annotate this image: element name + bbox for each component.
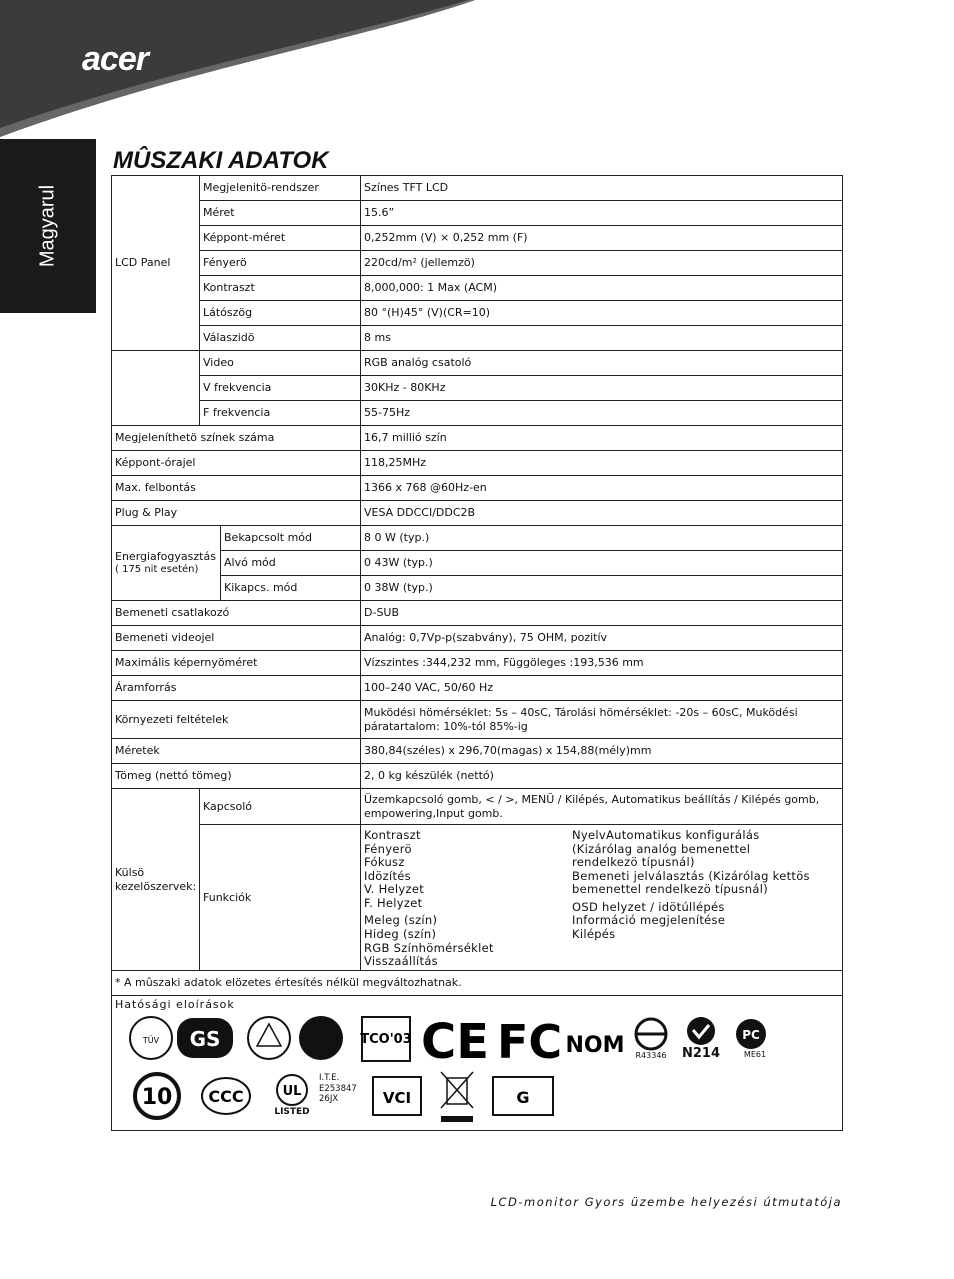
table-row xyxy=(112,176,843,201)
language-tab xyxy=(0,139,96,313)
spec-name: Képpont-méret xyxy=(200,226,361,251)
svg-text:CCC: CCC xyxy=(208,1087,244,1106)
rohs-number: 10 xyxy=(141,1085,173,1110)
spec-value: 380,84(széles) x 296,70(magas) x 154,88(mély)mm xyxy=(361,739,843,764)
spec-value: 8 0 W (typ.) xyxy=(361,526,843,551)
cert-r-block xyxy=(631,1017,671,1061)
table-row xyxy=(112,376,843,401)
table-row xyxy=(112,276,843,301)
c-tick-icon xyxy=(681,1016,721,1046)
ul-text-line: 26JX xyxy=(319,1093,339,1104)
svg-text:PC: PC xyxy=(742,1027,760,1042)
tuv-ergonomics-icon xyxy=(247,1016,351,1062)
svg-text:CE: CE xyxy=(421,1013,490,1070)
table-row xyxy=(112,401,843,426)
spec-name: Kikapcs. mód xyxy=(221,576,361,601)
table-row xyxy=(112,326,843,351)
cert-row-2 xyxy=(115,1062,839,1128)
tuv-gs-icon xyxy=(127,1016,237,1062)
spec-value: VESA DDCCI/DDC2B xyxy=(361,501,843,526)
ul-text-line: E253847 xyxy=(319,1083,357,1094)
regulatory-label: Hatósági eloírások xyxy=(115,998,235,1011)
spec-name: V frekvencia xyxy=(200,376,361,401)
spec-name: Látószög xyxy=(200,301,361,326)
table-row xyxy=(112,739,843,764)
spec-value: 0 43W (typ.) xyxy=(361,551,843,576)
function-item: F. Helyzet xyxy=(364,895,423,910)
spec-value: 8,000,000: 1 Max (ACM) xyxy=(361,276,843,301)
acer-logo: acer xyxy=(82,40,148,78)
ul-listed-block xyxy=(267,1073,317,1118)
spec-name: Plug & Play xyxy=(112,501,361,526)
table-row xyxy=(112,789,843,825)
table-row xyxy=(112,426,843,451)
table-row xyxy=(112,651,843,676)
lcd-panel-label: LCD Panel xyxy=(112,176,200,351)
spec-name: Maximális képernyöméret xyxy=(112,651,361,676)
function-item: Bemeneti jelválasztás (Kizárólag kettös xyxy=(572,868,810,883)
ul-listed: LISTED xyxy=(274,1107,310,1118)
power-sublabel: ( 175 nit esetén) xyxy=(115,563,199,575)
svg-text:TÜV: TÜV xyxy=(142,1035,160,1045)
svg-text:G: G xyxy=(516,1088,530,1107)
function-item: Fényerö xyxy=(364,841,412,856)
functions-grid xyxy=(364,829,839,969)
ce-icon xyxy=(421,1013,490,1070)
functions-cell xyxy=(361,825,843,971)
table-row xyxy=(112,971,843,996)
spec-name: Környezeti feltételek xyxy=(112,701,361,739)
russia-gost-icon xyxy=(631,1017,671,1051)
table-row xyxy=(112,201,843,226)
pct-icon xyxy=(731,1018,779,1050)
power-label: Energiafogyasztás xyxy=(115,549,216,563)
table-row xyxy=(112,226,843,251)
table-row xyxy=(112,626,843,651)
spec-value: 15.6” xyxy=(361,201,843,226)
rohs-10-icon xyxy=(131,1072,185,1120)
spec-value: 16,7 millió szín xyxy=(361,426,843,451)
cert-code: R43346 xyxy=(635,1050,667,1060)
spec-table xyxy=(111,175,843,1131)
spec-value: Analóg: 0,7Vp-p(szabvány), 75 OHM, pozitív xyxy=(361,626,843,651)
spec-value: D-SUB xyxy=(361,601,843,626)
function-item: rendelkezö típusnál) xyxy=(572,855,695,870)
function-item: Kontraszt xyxy=(364,828,421,842)
spec-name: Bemeneti videojel xyxy=(112,626,361,651)
function-item: V. Helyzet xyxy=(364,882,425,897)
spec-name: Megjeleníthetö színek száma xyxy=(112,426,361,451)
function-item: Meleg (szín) xyxy=(364,913,438,928)
function-item: Információ megjelenítése xyxy=(572,913,726,928)
svg-text:FC: FC xyxy=(497,1014,563,1069)
footer-text: LCD-monitor Gyors üzembe helyezési útmutatója xyxy=(490,1195,842,1209)
spec-name: Méretek xyxy=(112,739,361,764)
spec-name: Méret xyxy=(200,201,361,226)
function-item: OSD helyzet / idötúllépés xyxy=(572,899,725,914)
table-row xyxy=(112,301,843,326)
ul-text-line: I.T.E. xyxy=(319,1073,340,1084)
saudi-g-icon xyxy=(491,1073,555,1119)
function-item: Fókusz xyxy=(364,855,405,870)
spec-value: 0 38W (typ.) xyxy=(361,576,843,601)
spec-value: 8 ms xyxy=(361,326,843,351)
svg-text:UL: UL xyxy=(282,1084,302,1100)
weee-bin-icon xyxy=(437,1068,477,1124)
function-item: RGB Színhömérséklet xyxy=(364,940,494,955)
power-label-cell xyxy=(112,526,221,601)
spec-value: Vízszintes :344,232 mm, Függöleges :193,536 mm xyxy=(361,651,843,676)
table-row xyxy=(112,601,843,626)
spec-value: 1366 x 768 @60Hz-en xyxy=(361,476,843,501)
spec-value: 0,252mm (V) × 0,252 mm (F) xyxy=(361,226,843,251)
spec-name: Képpont-órajel xyxy=(112,451,361,476)
spec-value: 100–240 VAC, 50/60 Hz xyxy=(361,676,843,701)
tco-label: TCO'03 xyxy=(360,1031,412,1047)
nom-icon xyxy=(565,1016,625,1062)
cert-pc-block xyxy=(731,1018,779,1060)
spec-name: Bekapcsolt mód xyxy=(221,526,361,551)
functions-col-1 xyxy=(364,829,544,969)
spec-value: 220cd/m² (jellemzö) xyxy=(361,251,843,276)
spec-value: 2, 0 kg készülék (nettó) xyxy=(361,764,843,789)
table-row xyxy=(112,451,843,476)
spec-value: RGB analóg csatoló xyxy=(361,351,843,376)
spec-name: Tömeg (nettó tömeg) xyxy=(112,764,361,789)
table-row xyxy=(112,351,843,376)
ul-text xyxy=(319,1073,357,1104)
tco03-icon xyxy=(361,1016,411,1062)
spec-name: Kapcsoló xyxy=(200,789,361,825)
nom-label: NOM xyxy=(565,1032,625,1058)
cul-us-icon xyxy=(267,1073,317,1107)
table-row xyxy=(112,476,843,501)
table-row xyxy=(112,825,843,971)
page-title: MÛSZAKI ADATOK xyxy=(113,147,329,174)
table-row xyxy=(112,551,843,576)
functions-col-2 xyxy=(572,829,832,969)
table-row xyxy=(112,251,843,276)
table-row xyxy=(112,701,843,739)
cert-n-block xyxy=(681,1016,721,1062)
function-item: bemenettel rendelkezö típusnál) xyxy=(572,882,769,897)
spec-value: Üzemkapcsoló gomb, < / >, MENÜ / Kilépés, Automatikus beállítás / Kilépés gomb, empowering,Input gomb. xyxy=(361,789,843,825)
fcc-icon xyxy=(497,1014,563,1069)
spec-name: Bemeneti csatlakozó xyxy=(112,601,361,626)
cert-code: N214 xyxy=(681,1045,721,1061)
spec-name: Áramforrás xyxy=(112,676,361,701)
table-row xyxy=(112,676,843,701)
spec-value: Muködési hömérséklet: 5s – 40sC, Tárolási hömérséklet: -20s – 60sC, Muködési páratartalom: 10%-tól 85%-ig xyxy=(361,701,843,739)
spec-name: Alvó mód xyxy=(221,551,361,576)
table-row xyxy=(112,996,843,1131)
cert-code: ME61 xyxy=(743,1049,767,1059)
spec-value: 30KHz - 80KHz xyxy=(361,376,843,401)
spec-name: Max. felbontás xyxy=(112,476,361,501)
vcci-icon xyxy=(371,1073,423,1119)
vci-label: VCI xyxy=(382,1089,411,1107)
function-item: Kilépés xyxy=(572,926,616,941)
spec-value: 118,25MHz xyxy=(361,451,843,476)
function-item: Idözítés xyxy=(364,868,411,883)
spec-name: Video xyxy=(200,351,361,376)
function-item: (Kizárólag analóg bemenettel xyxy=(572,841,751,856)
svg-text:GS: GS xyxy=(189,1026,221,1051)
spec-name: Kontraszt xyxy=(200,276,361,301)
table-row xyxy=(112,501,843,526)
language-tab-label: Magyarul xyxy=(36,184,59,268)
table-row xyxy=(112,576,843,601)
function-item: Hideg (szín) xyxy=(364,926,437,941)
ul-block xyxy=(267,1073,357,1118)
cert-row-1 xyxy=(115,1012,839,1070)
spec-name: Fényerö xyxy=(200,251,361,276)
spec-name: F frekvencia xyxy=(200,401,361,426)
signal-label xyxy=(112,351,200,426)
regulatory-cell xyxy=(112,996,843,1131)
spec-value: 80 °(H)45° (V)(CR=10) xyxy=(361,301,843,326)
ccc-icon xyxy=(199,1072,253,1120)
function-item: Visszaállítás xyxy=(364,954,438,969)
table-row xyxy=(112,764,843,789)
controls-label: Külsö kezelöszervek: xyxy=(112,789,200,971)
spec-value: 55-75Hz xyxy=(361,401,843,426)
spec-value: Színes TFT LCD xyxy=(361,176,843,201)
function-item: NyelvAutomatikus konfigurálás xyxy=(572,828,760,842)
disclaimer-note: * A mûszaki adatok elözetes értesítés nélkül megváltozhatnak. xyxy=(112,971,843,996)
spec-name: Válaszidö xyxy=(200,326,361,351)
spec-name: Funkciók xyxy=(200,825,361,971)
table-row xyxy=(112,526,843,551)
spec-name: Megjelenitö-rendszer xyxy=(200,176,361,201)
